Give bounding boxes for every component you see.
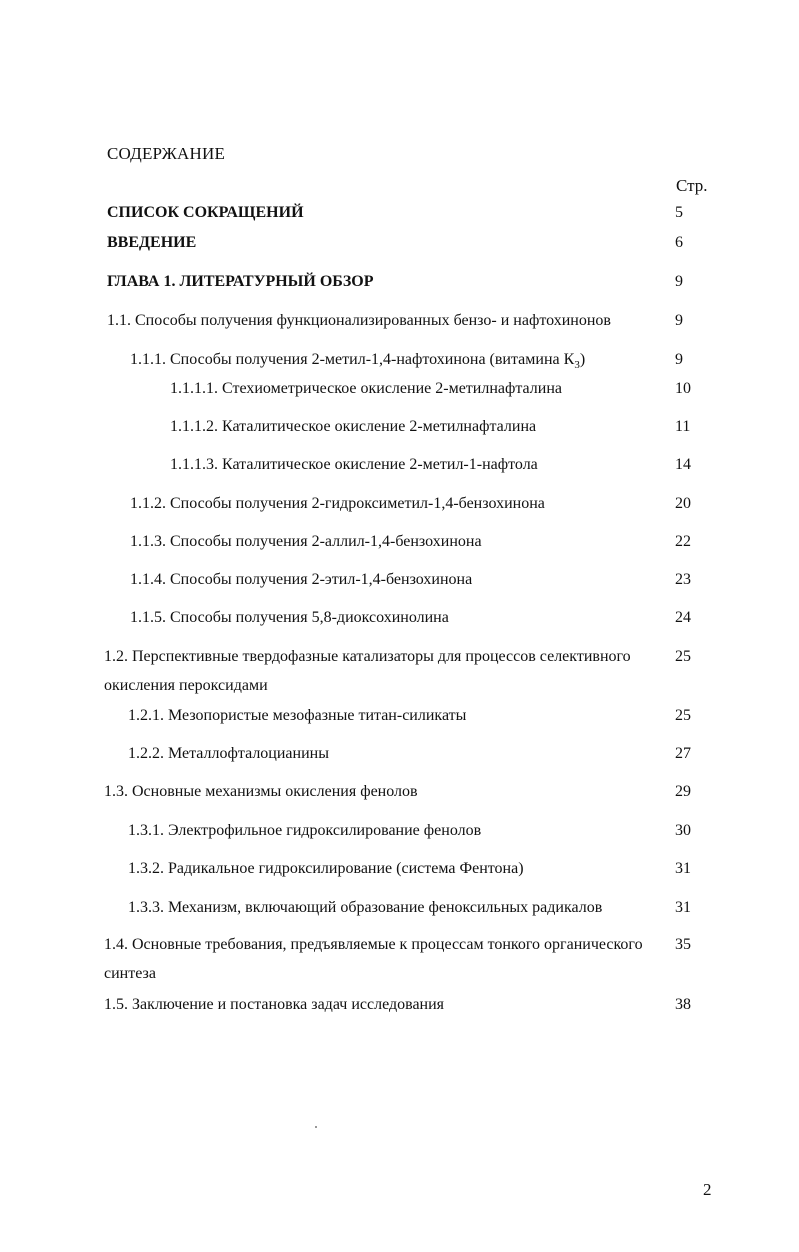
toc-entry-text: 1.4. Основные требования, предъявляемые к процессам тонкого органического синтеза: [104, 936, 643, 982]
page-column-label: Стр.: [676, 176, 708, 195]
toc-entry-page: 9: [675, 351, 683, 368]
toc-entry-page: 6: [675, 234, 683, 251]
toc-entry-text: СПИСОК СОКРАЩЕНИЙ: [107, 204, 304, 221]
toc-entry-page: 38: [675, 996, 691, 1013]
toc-entry-text: 1.2. Перспективные твердофазные катализаторы для процессов селективного окисления пероксидами: [104, 648, 631, 694]
toc-entry-text: 1.1.1.1. Стехиометрическое окисление 2-метилнафталина: [170, 380, 562, 397]
toc-entry-text-main: 1.1.1. Способы получения 2-метил-1,4-нафтохинона (витамина К: [130, 351, 575, 368]
toc-entry-page: 10: [675, 380, 691, 397]
toc-entry-text: 1.1.1.2. Каталитическое окисление 2-метилнафталина: [170, 418, 537, 435]
toc-entry-text: 1.1.4. Способы получения 2-этил-1,4-бензохинона: [130, 571, 473, 588]
toc-entry-text: 1.5. Заключение и постановка задач исследования: [104, 996, 445, 1013]
toc-entry-page: 5: [675, 204, 683, 221]
toc-entry-page: 9: [675, 312, 683, 329]
toc-entry-page: 25: [675, 707, 691, 724]
toc-entry-page: 22: [675, 533, 691, 550]
toc-entry-text: 1.1.1.3. Каталитическое окисление 2-метил-1-нафтола: [170, 456, 538, 473]
toc-entry-text: 1.3.1. Электрофильное гидроксилирование фенолов: [128, 822, 482, 839]
toc-entry-page: 27: [675, 745, 691, 762]
toc-entry-text: ВВЕДЕНИЕ: [107, 234, 197, 251]
toc-entry-text: 1.1. Способы получения функционализированных бензо- и нафтохинонов: [107, 312, 611, 329]
toc-entry-text: 1.1.5. Способы получения 5,8-диоксохинолина: [130, 609, 449, 626]
toc-entry-page: 35: [675, 936, 691, 953]
toc-entry-page: 24: [675, 609, 691, 626]
toc-entry-text: 1.1.3. Способы получения 2-аллил-1,4-бензохинона: [130, 533, 482, 550]
toc-entry-subscript: 3: [574, 359, 580, 372]
toc-entry-page: 29: [675, 783, 691, 800]
toc-entry-page: 11: [675, 418, 691, 435]
toc-entry-text: 1.1.2. Способы получения 2-гидроксиметил-1,4-бензохинона: [130, 495, 545, 512]
toc-entry-page: 9: [675, 273, 683, 290]
toc-entry-text: 1.3.3. Механизм, включающий образование феноксильных радикалов: [128, 899, 603, 916]
toc-entry-page: 23: [675, 571, 691, 588]
toc-entry-page: 25: [675, 648, 691, 665]
toc-entry-text: 1.3.2. Радикальное гидроксилирование (система Фентона): [128, 860, 524, 877]
page-number: 2: [703, 1180, 712, 1199]
toc-entry-page: 31: [675, 899, 691, 916]
toc-entry-text: ГЛАВА 1. ЛИТЕРАТУРНЫЙ ОБЗОР: [107, 273, 374, 290]
toc-entry-text: 1.3. Основные механизмы окисления фенолов: [104, 783, 418, 800]
toc-entry-text-tail: ): [579, 351, 586, 368]
toc-entry-page: 20: [675, 495, 691, 512]
toc-entry-page: 31: [675, 860, 691, 877]
toc-entry-page: 30: [675, 822, 691, 839]
toc-entry-page: 14: [675, 456, 691, 473]
toc-heading: СОДЕРЖАНИЕ: [107, 144, 226, 163]
toc-entry-text: 1.2.1. Мезопористые мезофазные титан-силикаты: [128, 707, 467, 724]
toc-entry-text: 1.2.2. Металлофталоцианины: [128, 745, 329, 762]
scan-dot-mark: [315, 1126, 317, 1128]
